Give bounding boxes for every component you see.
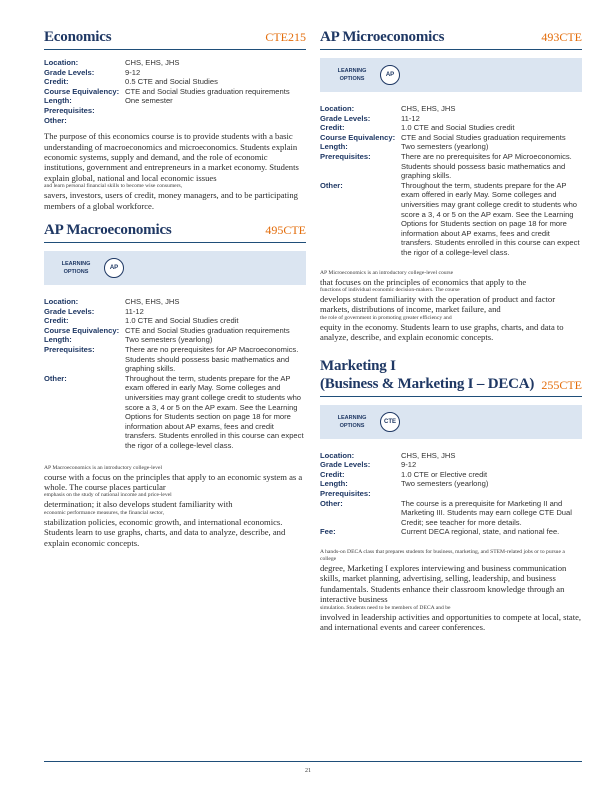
detail-row <box>44 307 306 317</box>
detail-row <box>320 152 582 181</box>
description-text: develops student familiarity with the operation of product and factor markets, distributions of income, market failure, and <box>320 293 556 315</box>
course-title <box>320 357 534 393</box>
description-text: savers, investors, users of credit, money managers, and to be participating members of a global workforce. <box>44 190 298 211</box>
description-text: that focuses on the principles of economics that apply to the <box>320 276 527 287</box>
detail-value: 1.0 CTE and Social Studies credit <box>401 123 515 133</box>
detail-label: Prerequisites: <box>44 105 95 115</box>
detail-label: Grade Levels: <box>320 460 371 470</box>
detail-value: One semester <box>125 96 173 106</box>
detail-row <box>320 489 582 499</box>
ap-badge-icon: AP <box>104 258 124 278</box>
description-small-text: A hands-on DECA class that prepares students for business, marketing, and STEM-related jobs or to pursue a college <box>320 548 565 562</box>
detail-label: Other: <box>320 180 343 190</box>
detail-value: Two semesters (yearlong) <box>401 142 489 152</box>
detail-label: Length: <box>44 335 72 345</box>
detail-label: Credit: <box>44 316 69 326</box>
description-text: involved in leadership activities and opportunities to compete at local, state, and international events and career conferences. <box>320 611 582 632</box>
detail-value: Two semesters (yearlong) <box>125 335 213 345</box>
course-details <box>44 297 306 451</box>
learning-options-box <box>44 251 306 285</box>
course-details <box>320 104 582 258</box>
detail-value: There are no prerequisites for AP Macroeconomics. Students should possess basic mathematics and graphing skills. <box>125 344 299 374</box>
course-header <box>320 357 582 397</box>
detail-row <box>320 133 582 143</box>
page-number: 21 <box>305 768 311 774</box>
detail-label: Credit: <box>320 123 345 133</box>
detail-value: Current DECA regional, state, and national fee. <box>401 527 560 537</box>
description-small-text: AP Macroeconomics is an introductory college-level <box>44 464 163 471</box>
detail-label: Length: <box>320 479 348 489</box>
detail-value: 11-12 <box>125 306 144 316</box>
detail-row <box>44 77 306 87</box>
detail-row <box>320 460 582 470</box>
course-code: CTE215 <box>265 30 306 44</box>
description-text: equity in the economy. Students learn to use graphs, charts, and data to analyze, describe, and explain economic concepts. <box>320 321 564 343</box>
learning-options-label: LEARNING OPTIONS <box>337 68 367 82</box>
detail-label: Course Equivalency: <box>44 325 120 335</box>
detail-row <box>320 123 582 133</box>
detail-row <box>320 527 582 537</box>
detail-value: There are no prerequisites for AP Microeconomics. Students should possess basic mathematics and graphing skills. <box>401 151 572 181</box>
course-header <box>320 28 582 50</box>
detail-row <box>44 96 306 106</box>
course-description <box>320 270 582 343</box>
right-column <box>320 28 582 642</box>
course-ap-macroeconomics <box>44 221 306 548</box>
detail-label: Location: <box>320 104 355 113</box>
learning-options-label: LEARNING OPTIONS <box>337 414 367 429</box>
detail-value: CTE and Social Studies graduation requirements <box>125 325 290 335</box>
detail-value: The course is a prerequisite for Marketing II and Marketing III. Students may earn college CTE Dual Credit; see teacher for more details. <box>401 498 572 527</box>
detail-label: Grade Levels: <box>44 306 95 316</box>
course-title: AP Microeconomics <box>320 29 445 45</box>
description-small-text: the role of government in promoting greater efficiency and <box>320 314 452 321</box>
detail-label: Other: <box>320 498 343 508</box>
detail-row <box>44 335 306 345</box>
detail-value: CHS, EHS, JHS <box>401 104 456 113</box>
detail-value: CTE and Social Studies graduation requirements <box>125 86 290 96</box>
detail-row <box>44 106 306 116</box>
footer-divider <box>44 761 582 762</box>
detail-label: Location: <box>44 297 79 306</box>
description-small-text: simulation. Students need to be members of DECA and be <box>320 604 451 611</box>
course-details <box>320 451 582 537</box>
detail-row <box>320 181 582 258</box>
detail-label: Other: <box>44 115 67 125</box>
description-small-text: functions of individual economic decision-makers. The course <box>320 286 460 293</box>
course-title: Economics <box>44 29 112 45</box>
detail-row <box>320 142 582 152</box>
description-small-text: economic performance measures, the financial sector, <box>44 509 165 516</box>
detail-value <box>401 489 582 499</box>
learning-options-box <box>320 58 582 92</box>
detail-row <box>320 479 582 489</box>
detail-label: Course Equivalency: <box>44 86 120 96</box>
detail-row <box>44 345 306 374</box>
learning-options-label: LEARNING OPTIONS <box>61 261 91 275</box>
course-ap-microeconomics <box>320 28 582 343</box>
description-text: The purpose of this economics course is to provide students with a basic understanding of macroeconomics and microeconomics. Students explain economic systems, supply and demand, and the role of economic institutions, government and entrepreneurs in a market economy. Students explain global, national and local economic issues <box>44 131 299 183</box>
detail-label: Prerequisites: <box>320 151 371 161</box>
detail-row <box>44 68 306 78</box>
ap-badge-icon: AP <box>380 65 400 85</box>
course-code: 255CTE <box>541 377 582 392</box>
detail-value: 11-12 <box>401 113 420 123</box>
course-description <box>320 549 582 632</box>
detail-row <box>320 104 582 114</box>
detail-value <box>125 106 306 116</box>
detail-value: Throughout the term, students prepare for the AP exam offered in early May. Some colleges and universities may grant college credit to students who score a 3, 4 or 5 on the AP exam. See the Learning Options for Students section on page 18 for more information about AP exams, fees and credit transfers. Students enrolled in this course can expect the rigor of a college-level class. <box>401 180 580 257</box>
detail-value: CTE and Social Studies graduation requirements <box>401 132 566 142</box>
detail-label: Credit: <box>44 77 69 87</box>
course-description <box>44 465 306 548</box>
detail-label: Other: <box>44 373 67 383</box>
course-title: AP Macroeconomics <box>44 222 172 238</box>
detail-row <box>320 470 582 480</box>
detail-row <box>44 326 306 336</box>
detail-value: CHS, EHS, JHS <box>125 58 180 67</box>
detail-label: Length: <box>320 142 348 152</box>
cte-badge-icon: CTE <box>380 412 400 432</box>
description-small-text: AP Microeconomics is an introductory college-level course <box>320 269 454 276</box>
description-text: course with a focus on the principles that apply to an economic system as a whole. The course places particular <box>44 471 303 492</box>
course-header <box>44 221 306 243</box>
detail-label: Course Equivalency: <box>320 132 396 142</box>
course-title-line: (Business & Marketing I – DECA) <box>320 375 535 392</box>
description-small-text: emphasis on the study of national income and price-level <box>44 492 172 499</box>
detail-value: CHS, EHS, JHS <box>401 450 456 460</box>
detail-value: 9-12 <box>125 67 141 77</box>
learning-options-box <box>320 405 582 439</box>
detail-row <box>320 114 582 124</box>
left-column <box>44 28 306 558</box>
detail-row <box>44 116 306 126</box>
detail-row <box>44 297 306 307</box>
description-text: stabilization policies, economic growth, and international economics. Students learn to use graphs, charts, and data to analyze, describe, and explain economic concepts. <box>44 516 286 548</box>
course-code: 495CTE <box>265 223 306 237</box>
detail-row <box>44 316 306 326</box>
detail-label: Location: <box>320 450 355 460</box>
detail-label: Grade Levels: <box>44 67 95 77</box>
detail-value: CHS, EHS, JHS <box>125 297 180 306</box>
detail-label: Prerequisites: <box>320 488 371 498</box>
detail-row <box>320 499 582 528</box>
detail-label: Grade Levels: <box>320 113 371 123</box>
detail-label: Location: <box>44 58 79 67</box>
detail-value: 0.5 CTE and Social Studies <box>125 77 218 87</box>
course-header <box>44 28 306 50</box>
course-economics <box>44 28 306 211</box>
detail-row <box>44 87 306 97</box>
detail-row <box>44 374 306 451</box>
detail-value: Throughout the term, students prepare for the AP exam offered in early May. Some colleges and universities may grant college credit to students who score a 3, 4 or 5 on the AP exam. See the Learning Options for Students section on page 18 for more information about AP exams, fees and credit transfers. Students enrolled in this course can expect the rigor of a college-level class. <box>125 373 304 450</box>
course-details <box>44 58 306 125</box>
detail-label: Fee: <box>320 527 336 537</box>
description-text: degree, Marketing I explores interviewing and business communication skills, market planning, advertising, selling, leadership, and business fundamentals. Students enhance their classroom knowledge through an interactive business <box>320 562 567 605</box>
detail-label: Credit: <box>320 469 345 479</box>
detail-value: 1.0 CTE and Social Studies credit <box>125 316 239 326</box>
detail-value: Two semesters (yearlong) <box>401 479 489 489</box>
detail-row <box>44 58 306 68</box>
course-code: 493CTE <box>541 30 582 44</box>
course-title-line: Marketing I <box>320 357 396 374</box>
course-marketing-i <box>320 357 582 633</box>
detail-label: Prerequisites: <box>44 344 95 354</box>
detail-row <box>320 451 582 461</box>
description-small-text: and learn personal financial skills to become wise consumers, <box>44 183 183 190</box>
description-text: determination; it also develops student familiarity with <box>44 499 233 510</box>
detail-value <box>125 116 306 126</box>
course-description <box>44 131 306 211</box>
detail-label: Length: <box>44 96 72 106</box>
detail-value: 1.0 CTE or Elective credit <box>401 469 488 479</box>
detail-value: 9-12 <box>401 460 417 470</box>
